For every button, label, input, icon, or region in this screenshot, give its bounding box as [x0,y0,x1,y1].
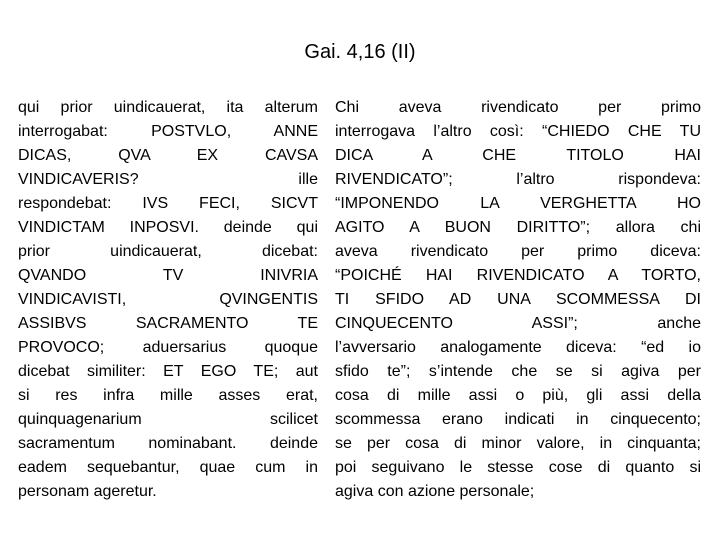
latin-text-line: si res infra mille asses erat, [18,387,318,404]
italian-text-line: “IMPONENDO LA VERGHETTA HO [335,195,701,212]
italian-text-line: RIVENDICATO”; l’altro rispondeva: [335,171,701,188]
italian-text-line: interrogava l’altro così: “CHIEDO CHE TU [335,123,701,140]
italian-text-line: Chi aveva rivendicato per primo [335,99,701,116]
italian-text-line: l’avversario analogamente diceva: “ed io [335,339,701,356]
italian-text-line: AGITO A BUON DIRITTO”; allora chi [335,219,701,236]
italian-text-line: aveva rivendicato per primo diceva: [335,243,701,260]
latin-text-line: ASSIBVS SACRAMENTO TE [18,315,318,332]
italian-text-line: TI SFIDO AD UNA SCOMMESSA DI [335,291,701,308]
italian-text-line: CINQUECENTO ASSI”; anche [335,315,701,332]
latin-text-line: VINDICAVERIS? ille [18,171,318,188]
latin-text-line: VINDICTAM INPOSVI. deinde qui [18,219,318,236]
latin-text-line: DICAS, QVA EX CAVSA [18,147,318,164]
italian-text-line: cosa di mille assi o più, gli assi della [335,387,701,404]
italian-text-line: poi seguivano le stesse cose di quanto si [335,459,701,476]
latin-text-line: interrogabat: POSTVLO, ANNE [18,123,318,140]
italian-text-line: sfido te”; s’intende che se si agiva per [335,363,701,380]
latin-text-line: prior uindicauerat, dicebat: [18,243,318,260]
italian-text-line: DICA A CHE TITOLO HAI [335,147,701,164]
page-title: Gai. 4,16 (II) [304,41,416,63]
latin-text-column [18,96,318,504]
italian-text-column [335,96,701,504]
latin-text-line: respondebat: IVS FECI, SICVT [18,195,318,212]
latin-text-line: eadem sequebantur, quae cum in [18,459,318,476]
latin-text-line: personam ageretur. [18,483,157,500]
latin-text-line: quinquagenarium scilicet [18,411,318,428]
latin-text-line: VINDICAVISTI, QVINGENTIS [18,291,318,308]
latin-text-line: dicebat similiter: ET EGO TE; aut [18,363,318,380]
italian-text-line: se per cosa di minor valore, in cinquanta; [335,435,701,452]
italian-text-line: agiva con azione personale; [335,483,535,500]
latin-text-line: PROVOCO; aduersarius quoque [18,339,318,356]
italian-text-line: “POICHÉ HAI RIVENDICATO A TORTO, [335,267,701,284]
latin-text-line: QVANDO TV INIVRIA [18,267,318,284]
latin-text-line: qui prior uindicauerat, ita alterum [18,99,318,116]
latin-text-line: sacramentum nominabant. deinde [18,435,318,452]
italian-text-line: scommessa erano indicati in cinquecento; [335,411,701,428]
